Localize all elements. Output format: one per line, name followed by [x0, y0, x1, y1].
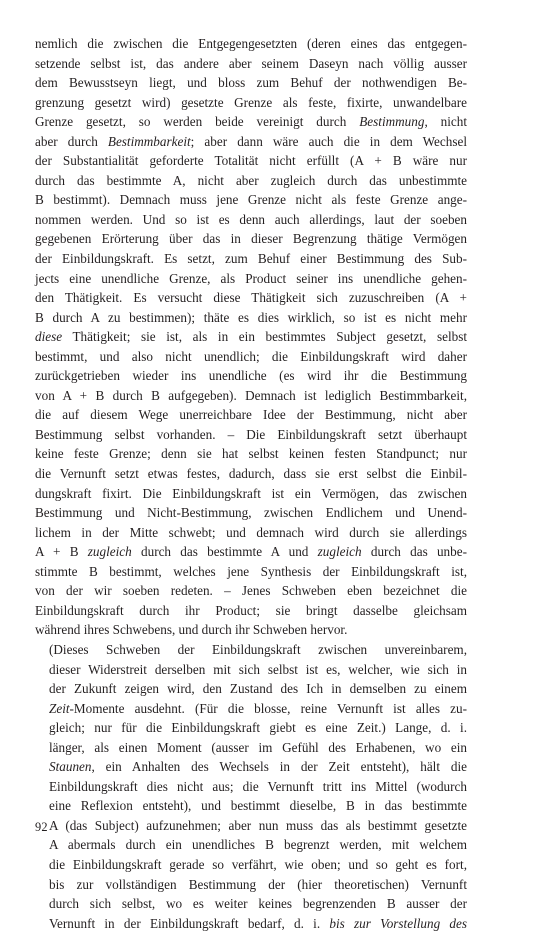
text-run: ; aber dann wäre auch die in dem Wechsel [190, 133, 468, 149]
text-run: stimmte B bestimmt, welches jene Synthesis der Einbildungskraft ist, [35, 563, 467, 579]
text-run: B bestimmt). Demnach muss jene Grenze nicht als feste Grenze ange- [35, 192, 467, 208]
text-run: Grenze gesetzt, so werden beide vereinigt durch [35, 114, 360, 130]
text-line [35, 308, 467, 328]
text-run: dem Bewusstseyn liegt, und bloss zum Behuf der nothwendigen Be- [35, 75, 467, 91]
italic-text: diese [35, 329, 63, 345]
text-run: , nicht [424, 114, 467, 130]
text-line [35, 914, 467, 933]
text-line [35, 229, 467, 249]
text-run: die auf diesem Wege unerreichbare Idee der Bestimmung, nicht aber [35, 407, 467, 423]
text-run: -Momente ausdehnt. (Für die blosse, reine Vernunft ist alles zu- [69, 700, 467, 716]
text-line [35, 875, 467, 895]
text-run: nommen werden. Und so ist es denn auch allerdings, laut der soeben [35, 211, 467, 227]
text-line [35, 855, 467, 875]
text-run: während ihres Schwebens, und durch ihr Schweben hervor. [35, 622, 348, 638]
text-line [35, 73, 467, 93]
text-line [35, 699, 467, 719]
text-run: gleich; nur für die Einbildungskraft giebt es eine Zeit.) Lange, d. i. [49, 720, 467, 736]
text-line [35, 523, 467, 543]
page-number: 92 [35, 820, 48, 834]
text-run: Thätigkeit; sie ist, als in ein bestimmtes Subject gesetzt, selbst [62, 329, 467, 345]
text-line [35, 718, 467, 738]
text-run: gegebenen Erörterung über das in dieser Begrenzung thätige Vermögen [35, 231, 467, 247]
italic-text: bis zur Vorstellung des [329, 915, 467, 931]
text-line [35, 757, 467, 777]
text-line [35, 835, 467, 855]
text-line [35, 640, 467, 660]
text-line [35, 503, 467, 523]
text-line [35, 366, 467, 386]
text-run: lichem in der Mitte schwebt; und demnach wird durch sie allerdings [35, 524, 467, 540]
text-run: dungskraft fixirt. Die Einbildungskraft ist ein Vermögen, das zwischen [35, 485, 467, 501]
text-run: von A + B durch B aufgegeben). Demnach ist lediglich Bestimmbarkeit, [35, 387, 467, 403]
text-run: , ein Anhalten des Wechsels in der Zeit entsteht), hält die [91, 759, 467, 775]
italic-text: zugleich [317, 544, 362, 560]
italic-text: Staunen [49, 759, 92, 775]
text-run: von der wir soeben redeten. – Jenes Schweben eben bezeichnet die [35, 583, 467, 599]
text-run: die Einbildungskraft gerade so verfährt, wie oben; und so geht es fort, [49, 856, 467, 872]
text-run: durch das unbe- [361, 544, 467, 560]
text-line [35, 347, 467, 367]
text-line [35, 93, 467, 113]
text-run: der Einbildungskraft. Es setzt, zum Behuf einer Bestimmung des Sub- [35, 251, 467, 267]
text-run: aber durch [35, 133, 108, 149]
text-line [35, 112, 467, 132]
text-line [35, 269, 467, 289]
body-paragraph-2 [35, 640, 467, 933]
text-line [35, 464, 467, 484]
text-line [35, 249, 467, 269]
page-body [35, 34, 467, 933]
text-line [35, 34, 467, 54]
text-run: A abermals durch ein unendliches B begrenzt werden, mit welchem [49, 837, 467, 853]
text-run: Einbildungskraft durch ihr Product; sie bringt dasselbe gleichsam [35, 602, 467, 618]
text-line [35, 327, 467, 347]
text-line [35, 679, 467, 699]
text-line [35, 738, 467, 758]
text-run: nemlich die zwischen die Entgegengesetzten (deren eines das entgegen- [35, 36, 467, 51]
text-run: dieser Widerstreit derselben mit sich selbst ist es, welcher, wie sich in [49, 661, 467, 677]
text-line [35, 386, 467, 406]
text-line [35, 660, 467, 680]
text-line [35, 171, 467, 191]
italic-text: zugleich [87, 544, 132, 560]
text-run: (Dieses Schweben der Einbildungskraft zwischen unvereinbarem, [49, 641, 467, 657]
text-line [35, 425, 467, 445]
text-line [35, 894, 467, 914]
text-line [35, 190, 467, 210]
text-run: setzende selbst ist, das andere aber seinem Daseyn nach völlig ausser [35, 55, 467, 71]
text-run: keine feste Grenze; denn sie hat selbst keinen festen Standpunct; nur [35, 446, 467, 462]
text-line [35, 132, 467, 152]
text-run: jects eine unendliche Grenze, als Product seiner ins unendliche gehen- [35, 270, 467, 286]
text-run: eine Reflexion entsteht), und bestimmt dieselbe, B in das bestimmte [49, 798, 467, 814]
text-run: den Thätigkeit. Es versucht diese Thätigkeit sich zuzuschreiben (A + [35, 290, 467, 306]
text-line [35, 796, 467, 816]
text-line [35, 601, 467, 621]
text-run: grenzung gesetzt wird) gesetzte Grenze als feste, fixirte, unwandelbare [35, 94, 467, 110]
text-run: länger, als einen Moment (ausser im Gefühl des Erhabenen, wo ein [49, 739, 467, 755]
italic-text: Zeit [49, 700, 70, 716]
text-run: durch das bestimmte A und [131, 544, 318, 560]
text-run: Bestimmung selbst vorhanden. – Die Einbildungskraft setzt überhaupt [35, 426, 467, 442]
text-run: durch das bestimmte A, nicht aber zugleich durch das unbestimmte [35, 172, 467, 188]
text-line [35, 484, 467, 504]
text-run: bestimmt, und also nicht unendlich; die Einbildungskraft wird daher [35, 348, 467, 364]
body-paragraph-1 [35, 34, 467, 640]
text-line [35, 816, 467, 836]
text-run: Vernunft in der Einbildungskraft bedarf, d. i. [49, 915, 330, 931]
text-run: der Substantialität geforderte Totalität nicht erfüllt (A + B wäre nur [35, 153, 467, 169]
text-run: Einbildungskraft dies nicht aus; die Vernunft tritt ins Mittel (wodurch [49, 778, 467, 794]
text-run: Bestimmung und Nicht-Bestimmung, zwischen Endlichem und Unend- [35, 505, 467, 521]
text-line [35, 444, 467, 464]
text-line [35, 777, 467, 797]
text-line [35, 562, 467, 582]
text-line [35, 581, 467, 601]
text-line [35, 405, 467, 425]
text-run: B durch A zu bestimmen); thäte es dies wirklich, so ist es nicht mehr [35, 309, 467, 325]
italic-text: Bestimmung [359, 114, 425, 130]
text-run: durch sich selbst, wo es weiter keines begrenzenden B ausser der [49, 896, 467, 912]
text-line [35, 288, 467, 308]
text-run: zurückgetrieben wieder ins unendliche (es wird ihr die Bestimmung [35, 368, 467, 384]
text-run: A + B [35, 544, 88, 560]
text-run: die Vernunft setzt etwas festes, dadurch, dass sie erst selbst die Einbil- [35, 466, 467, 482]
text-line [35, 210, 467, 230]
italic-text: Bestimmbarkeit [107, 133, 191, 149]
text-line [35, 620, 467, 640]
text-line [35, 542, 467, 562]
text-line [35, 54, 467, 74]
text-run: der Zukunft zeigen wird, den Zustand des Ich in demselben zu einem [49, 681, 467, 697]
text-run: A (das Subject) aufzunehmen; aber nun muss das als bestimmt gesetzte [49, 817, 467, 833]
text-run: bis zur vollständigen Bestimmung der (hier theoretischen) Vernunft [49, 876, 467, 892]
text-line [35, 151, 467, 171]
